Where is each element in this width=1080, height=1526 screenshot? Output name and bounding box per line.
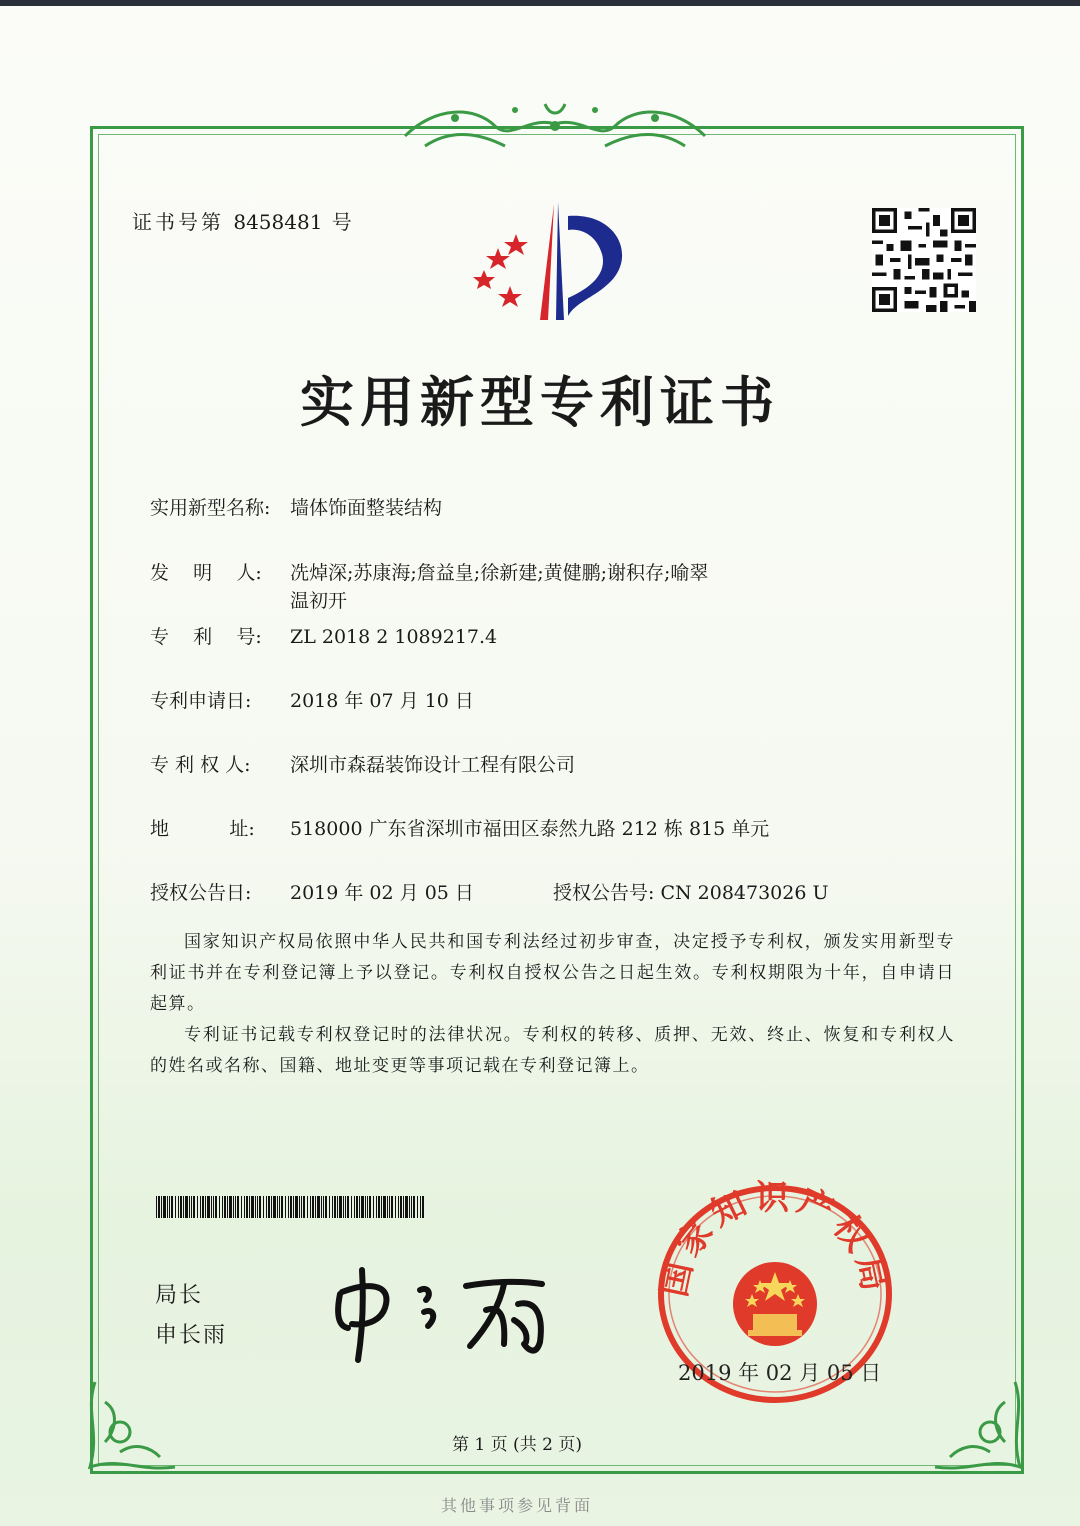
barcode-bar bbox=[369, 1196, 371, 1218]
field-name-label: 实用新型名称: bbox=[150, 497, 271, 519]
patent-office-emblem-icon bbox=[468, 198, 640, 324]
barcode-bar bbox=[163, 1196, 166, 1218]
director-title: 局长 bbox=[155, 1283, 204, 1308]
barcode-bar bbox=[244, 1196, 245, 1218]
barcode-bar bbox=[202, 1196, 204, 1218]
barcode-bar bbox=[383, 1196, 386, 1218]
barcode-bar bbox=[180, 1196, 182, 1218]
barcode-bar bbox=[323, 1196, 324, 1218]
barcode-bar bbox=[359, 1196, 360, 1218]
barcode-bar bbox=[343, 1196, 344, 1218]
barcode-bar bbox=[317, 1196, 320, 1218]
barcode-bar bbox=[277, 1196, 278, 1218]
barcode-bar bbox=[347, 1196, 349, 1218]
barcode-bar bbox=[246, 1196, 248, 1218]
barcode-bar bbox=[235, 1196, 236, 1218]
barcode-bar bbox=[315, 1196, 316, 1218]
field-inventor-value-continued: 温初开 bbox=[290, 590, 348, 612]
barcode-bar bbox=[405, 1196, 408, 1218]
barcode-bar bbox=[197, 1196, 198, 1218]
field-grant-no-label: 授权公告号: bbox=[553, 882, 655, 904]
director-signature-icon bbox=[328, 1264, 558, 1364]
field-patentee bbox=[150, 751, 575, 779]
field-grant-date-value: 2019 年 02 月 05 日 bbox=[290, 882, 474, 904]
barcode-bar bbox=[156, 1196, 157, 1218]
barcode-bar bbox=[268, 1196, 270, 1218]
barcode-bar bbox=[171, 1196, 173, 1218]
barcode-bar bbox=[303, 1196, 305, 1218]
barcode-bar bbox=[337, 1196, 338, 1218]
barcode-bar bbox=[189, 1196, 190, 1218]
barcode-bar bbox=[285, 1196, 286, 1218]
field-inventor bbox=[150, 559, 708, 615]
barcode-bar bbox=[376, 1196, 377, 1218]
barcode-bar bbox=[409, 1196, 410, 1218]
barcode-bar bbox=[365, 1196, 366, 1218]
field-patent-no-value: ZL 2018 2 1089217.4 bbox=[290, 626, 498, 648]
seal-date: 2019 年 02 月 05 日 bbox=[678, 1361, 882, 1385]
field-patentee-value: 深圳市森磊装饰设计工程有限公司 bbox=[290, 754, 576, 776]
barcode-bar bbox=[356, 1196, 358, 1218]
barcode-bar bbox=[332, 1196, 333, 1218]
barcode-bar bbox=[403, 1196, 404, 1218]
certificate-title: 实用新型专利证书 bbox=[300, 370, 780, 434]
barcode-bar bbox=[387, 1196, 388, 1218]
barcode-bar bbox=[257, 1196, 258, 1218]
barcode-bar bbox=[273, 1196, 276, 1218]
field-name bbox=[150, 494, 442, 522]
barcode-bar bbox=[169, 1196, 170, 1218]
barcode-bar bbox=[307, 1196, 308, 1218]
barcode-bar bbox=[224, 1196, 226, 1218]
barcode-bar bbox=[420, 1196, 421, 1218]
barcode-bar bbox=[237, 1196, 239, 1218]
barcode-bar bbox=[411, 1196, 412, 1218]
barcode-bar bbox=[339, 1196, 342, 1218]
barcode-bar bbox=[301, 1196, 302, 1218]
barcode-bar bbox=[422, 1196, 424, 1218]
ornament-corner-bottom-right-icon bbox=[920, 1372, 1030, 1482]
barcode-bar bbox=[310, 1196, 311, 1218]
field-inventor-value: 冼焯深;苏康海;詹益皇;徐新建;黄健鹏;谢积存;喻翠 bbox=[290, 562, 709, 584]
barcode-bar bbox=[281, 1196, 283, 1218]
barcode-bar bbox=[200, 1196, 201, 1218]
barcode-bar bbox=[219, 1196, 220, 1218]
barcode-bar bbox=[413, 1196, 415, 1218]
barcode-bar bbox=[417, 1196, 418, 1218]
barcode-bar bbox=[229, 1196, 232, 1218]
footer-note: 其他事项参见背面 bbox=[440, 1496, 593, 1515]
barcode-bar bbox=[233, 1196, 234, 1218]
certificate-body bbox=[150, 927, 955, 1082]
barcode-bar bbox=[354, 1196, 355, 1218]
certificate-number-value: 8458481 bbox=[233, 210, 323, 234]
barcode-bar bbox=[266, 1196, 267, 1218]
svg-text:国家知识产权局: 国家知识产权局 bbox=[654, 1177, 896, 1301]
director-name: 申长雨 bbox=[155, 1323, 228, 1348]
page-number: 第 1 页 (共 2 页) bbox=[452, 1435, 582, 1455]
field-grant-no bbox=[553, 879, 829, 907]
field-filing-date bbox=[150, 687, 474, 715]
barcode-bar bbox=[325, 1196, 327, 1218]
ornament-top-icon bbox=[395, 96, 715, 160]
field-patent-no-label: 专 利 号: bbox=[150, 626, 262, 648]
barcode-bar bbox=[185, 1196, 188, 1218]
barcode-bar bbox=[183, 1196, 184, 1218]
barcode-bar bbox=[312, 1196, 314, 1218]
barcode-bar bbox=[367, 1196, 368, 1218]
barcode-bar bbox=[400, 1196, 402, 1218]
barcode-bar bbox=[293, 1196, 294, 1218]
barcode-icon bbox=[156, 1196, 424, 1218]
certificate-number-suffix: 号 bbox=[331, 210, 355, 234]
barcode-bar bbox=[295, 1196, 298, 1218]
barcode-bar bbox=[271, 1196, 272, 1218]
barcode-bar bbox=[193, 1196, 195, 1218]
field-filing-date-value: 2018 年 07 月 10 日 bbox=[290, 690, 474, 712]
barcode-bar bbox=[227, 1196, 228, 1218]
field-filing-date-label: 专利申请日: bbox=[150, 690, 252, 712]
field-inventor-label: 发 明 人: bbox=[150, 562, 262, 584]
barcode-bar bbox=[241, 1196, 242, 1218]
field-grant-date bbox=[150, 879, 474, 907]
barcode-bar bbox=[167, 1196, 168, 1218]
barcode-bar bbox=[255, 1196, 256, 1218]
barcode-bar bbox=[351, 1196, 352, 1218]
barcode-bar bbox=[378, 1196, 380, 1218]
barcode-bar bbox=[175, 1196, 176, 1218]
barcode-bar bbox=[395, 1196, 396, 1218]
barcode-bar bbox=[263, 1196, 264, 1218]
barcode-bar bbox=[207, 1196, 210, 1218]
body-paragraph-2: 专利证书记载专利权登记时的法律状况。专利权的转移、质押、无效、终止、恢复和专利权人的姓名或名称、国籍、地址变更等事项记载在专利登记簿上。 bbox=[150, 1025, 955, 1076]
barcode-bar bbox=[251, 1196, 254, 1218]
barcode-bar bbox=[249, 1196, 250, 1218]
barcode-bar bbox=[391, 1196, 393, 1218]
barcode-bar bbox=[288, 1196, 289, 1218]
scan-top-edge bbox=[0, 0, 1080, 6]
barcode-bar bbox=[279, 1196, 280, 1218]
field-grant-no-value: CN 208473026 U bbox=[660, 882, 829, 904]
field-grant-date-label: 授权公告日: bbox=[150, 882, 252, 904]
barcode-bar bbox=[259, 1196, 261, 1218]
field-address-value: 518000 广东省深圳市福田区泰然九路 212 栋 815 单元 bbox=[290, 818, 770, 840]
field-patentee-label: 专 利 权 人: bbox=[150, 754, 251, 776]
barcode-bar bbox=[222, 1196, 223, 1218]
field-address-label: 地 址: bbox=[150, 818, 255, 840]
barcode-bar bbox=[398, 1196, 399, 1218]
barcode-bar bbox=[334, 1196, 336, 1218]
barcode-bar bbox=[211, 1196, 212, 1218]
field-patent-no bbox=[150, 623, 497, 651]
body-paragraph-1: 国家知识产权局依照中华人民共和国专利法经过初步审查，决定授予专利权，颁发实用新型专利证书并在专利登记簿上予以登记。专利权自授权公告之日起生效。专利权期限为十年，自申请日起算。 bbox=[150, 932, 955, 1014]
barcode-bar bbox=[161, 1196, 162, 1218]
barcode-bar bbox=[361, 1196, 364, 1218]
barcode-bar bbox=[158, 1196, 160, 1218]
certificate-number-prefix: 证书号第 bbox=[132, 210, 224, 234]
barcode-bar bbox=[329, 1196, 330, 1218]
ornament-corner-bottom-left-icon bbox=[80, 1372, 190, 1482]
barcode-bar bbox=[178, 1196, 179, 1218]
certificate-number bbox=[132, 206, 355, 235]
barcode-bar bbox=[321, 1196, 322, 1218]
qr-code-icon bbox=[872, 208, 976, 312]
barcode-bar bbox=[213, 1196, 214, 1218]
barcode-bar bbox=[345, 1196, 346, 1218]
barcode-bar bbox=[191, 1196, 192, 1218]
barcode-bar bbox=[299, 1196, 300, 1218]
barcode-bar bbox=[205, 1196, 206, 1218]
barcode-bar bbox=[290, 1196, 292, 1218]
barcode-bar bbox=[215, 1196, 217, 1218]
field-address bbox=[150, 815, 769, 843]
barcode-bar bbox=[381, 1196, 382, 1218]
field-name-value: 墙体饰面整装结构 bbox=[290, 497, 443, 519]
barcode-bar bbox=[389, 1196, 390, 1218]
barcode-bar bbox=[373, 1196, 374, 1218]
